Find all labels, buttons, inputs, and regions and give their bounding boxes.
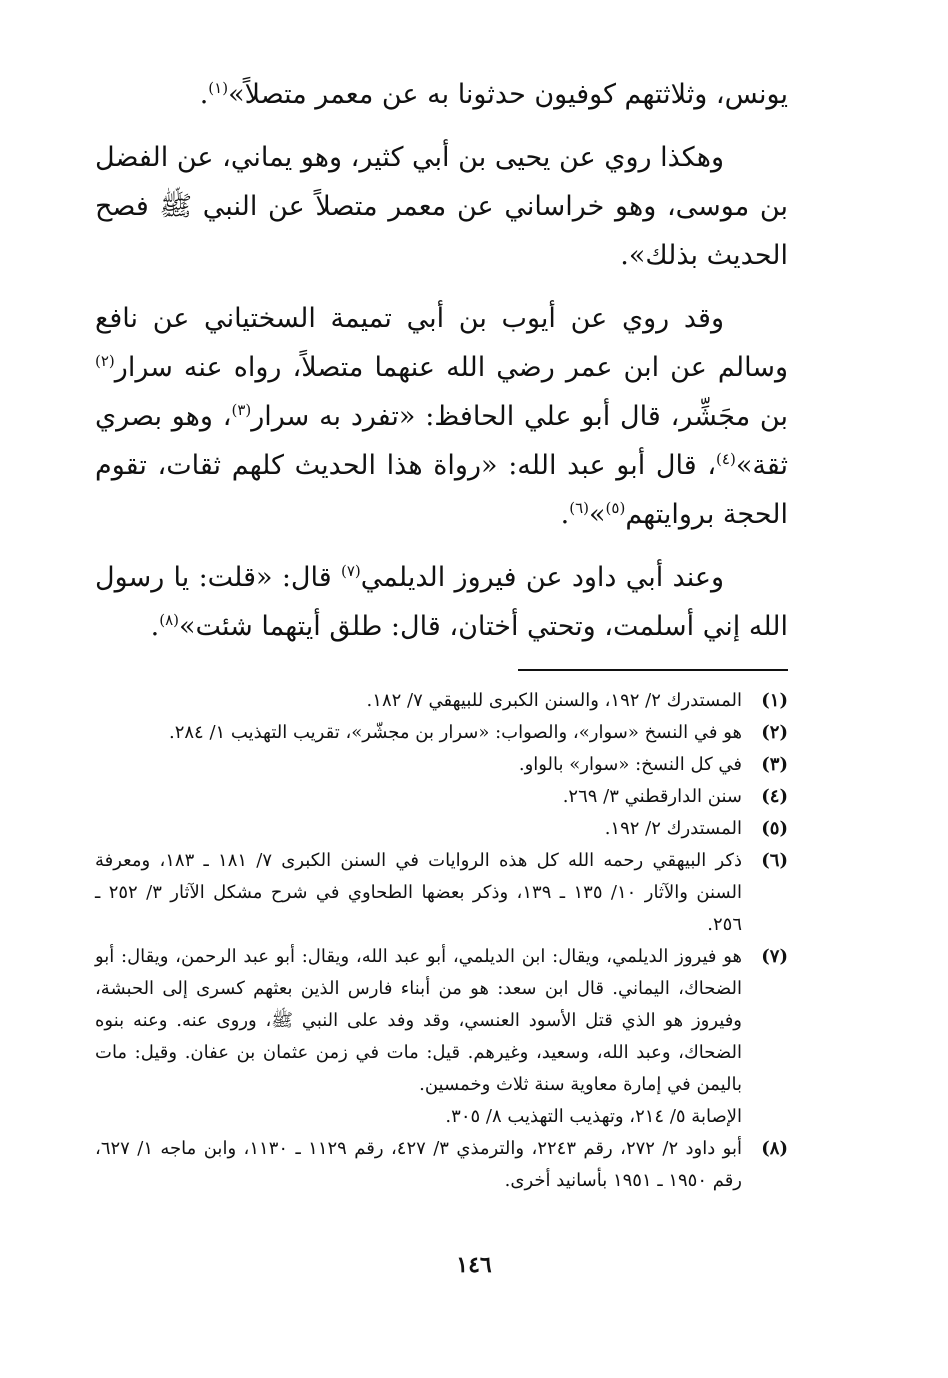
paragraph-2 bbox=[95, 133, 788, 280]
footnote-number: (٥) bbox=[761, 818, 788, 839]
footnote-ref-1: (١) bbox=[208, 79, 229, 97]
paragraph-text: وهكذا روي عن يحيى بن أبي كثير، وهو يماني، عن الفضل بن موسى، وهو خراساني عن معمر متصلاً عن النبي ﷺ فصح الحديث بذلك». bbox=[95, 142, 788, 271]
footnotes bbox=[95, 685, 788, 1197]
footnote-ref-4: (٤) bbox=[716, 450, 736, 468]
footnote-7 bbox=[95, 941, 788, 1101]
paragraph-1 bbox=[95, 70, 788, 119]
footnote-number: (٢) bbox=[761, 722, 788, 743]
footnote-text: أبو داود ٢/ ٢٧٢، رقم ٢٢٤٣، والترمذي ٣/ ٤٢٧، رقم ١١٢٩ ـ ١١٣٠، وابن ماجه ١/ ٦٢٧، رقم ١٩٥٠ ـ ١٩٥١ بأسانيد أخرى. bbox=[95, 1138, 742, 1191]
footnote-number: (٦) bbox=[761, 850, 788, 871]
paragraph-tail: . bbox=[199, 79, 209, 110]
footnote-number: (١) bbox=[761, 690, 788, 711]
paragraph-text: وعند أبي داود عن فيروز الديلمي bbox=[360, 562, 724, 593]
main-text bbox=[95, 70, 788, 651]
footnote-text: هو فيروز الديلمي، ويقال: ابن الديلمي، أبو عبد الله، ويقال: أبو عبد الرحمن، ويقال: أبو الضحاك، اليماني. قال ابن سعد: هو من أبناء فارس الذين بعثهم كسرى إلى الحبشة، وفيروز هو الذي قتل الأسود العنسي، وقد وفد على النبي ﷺ، وروى عنه. وعنه بنوه الضحاك، وعبد الله، وسعيد، وغيرهم. قيل: مات في زمن عثمان بن عفان. وقيل: مات باليمن في إمارة معاوية سنة ثلاث وخمسين. bbox=[95, 946, 742, 1095]
footnote-number: (٧) bbox=[761, 946, 788, 967]
page-number: ١٤٦ bbox=[456, 1252, 492, 1278]
footnote-divider bbox=[518, 669, 788, 671]
footnote-ref-8: (٨) bbox=[159, 611, 179, 629]
footnote-ref-7: (٧) bbox=[340, 562, 361, 580]
footnote-ref-2: (٢) bbox=[95, 352, 115, 370]
paragraph-tail: . bbox=[150, 611, 160, 642]
footnote-text: في كل النسخ: «سوار» بالواو. bbox=[518, 754, 742, 775]
footnote-4 bbox=[95, 781, 788, 813]
paragraph-3 bbox=[95, 294, 788, 539]
footnote-text: المستدرك ٢/ ١٩٢، والسنن الكبرى للبيهقي ٧/ ١٨٢. bbox=[366, 690, 742, 711]
book-page bbox=[95, 70, 788, 1318]
footnote-1 bbox=[95, 685, 788, 717]
footnote-text: سنن الدارقطني ٣/ ٢٦٩. bbox=[562, 786, 742, 807]
footnote-text: هو في النسخ «سوار»، والصواب: «سرار بن مجشّر»، تقريب التهذيب ١/ ٢٨٤. bbox=[168, 722, 742, 743]
paragraph-text: » bbox=[589, 499, 606, 530]
footnote-number: (٨) bbox=[761, 1138, 788, 1159]
footnote-ref-3: (٣) bbox=[231, 401, 252, 419]
paragraph-text: قال: «قلت: يا رسول الله إني أسلمت، وتحتي أختان، قال: طلق أيتهما شئت» bbox=[95, 562, 788, 642]
footnote-ref-6: (٦) bbox=[569, 499, 589, 517]
paragraph-text: وقد روي عن أيوب بن أبي تميمة السختياني عن نافع وسالم عن ابن عمر رضي الله عنهما متصلاً، رواه عنه سرار bbox=[95, 303, 788, 383]
footnote-7-source: الإصابة ٥/ ٢١٤، وتهذيب التهذيب ٨/ ٣٠٥. bbox=[445, 1106, 742, 1127]
paragraph-text: ، وهو بصري ثقة» bbox=[95, 401, 788, 481]
footnote-text: المستدرك ٢/ ١٩٢. bbox=[604, 818, 742, 839]
footnote-5 bbox=[95, 813, 788, 845]
paragraph-text: بن مجَشِّر، قال أبو علي الحافظ: «تفرد به سرار bbox=[251, 401, 788, 432]
paragraph-4 bbox=[95, 553, 788, 651]
footnote-text: ذكر البيهقي رحمه الله كل هذه الروايات في السنن الكبرى ٧/ ١٨١ ـ ١٨٣، ومعرفة السنن والآثار ١٠/ ١٣٥ ـ ١٣٩، وذكر بعضها الطحاوي في شرح مشكل الآثار ٣/ ٢٥٢ ـ ٢٥٦. bbox=[95, 850, 742, 935]
footnote-2 bbox=[95, 717, 788, 749]
footnote-6 bbox=[95, 845, 788, 941]
paragraph-tail: . bbox=[560, 499, 570, 530]
footnote-3 bbox=[95, 749, 788, 781]
footnote-number: (٤) bbox=[761, 786, 788, 807]
footnote-number: (٣) bbox=[761, 754, 788, 775]
paragraph-text: ، قال أبو عبد الله: «رواة هذا الحديث كلهم ثقات، تقوم الحجة بروايتهم bbox=[95, 450, 788, 530]
paragraph-text: يونس، وثلاثتهم كوفيون حدثونا به عن معمر متصلاً» bbox=[228, 79, 788, 110]
footnote-8 bbox=[95, 1133, 788, 1197]
footnote-ref-5: (٥) bbox=[605, 499, 626, 517]
